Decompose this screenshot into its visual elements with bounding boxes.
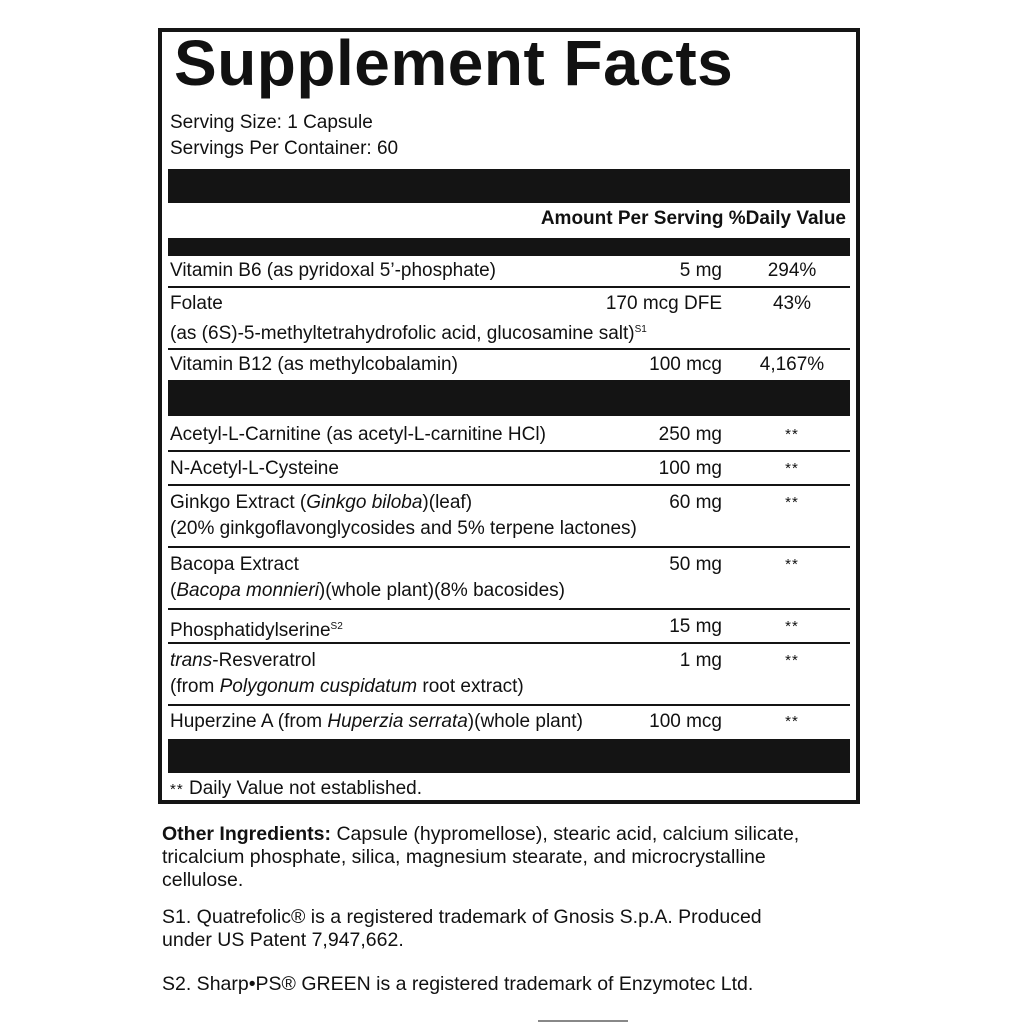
ingredient-amount: 100 mg xyxy=(658,458,722,479)
ingredient-name: Huperzine A (from Huperzia serrata)(whole plant) xyxy=(170,711,583,732)
daily-value-header: %Daily Value xyxy=(728,208,846,229)
row-divider xyxy=(168,704,850,706)
divider-bar xyxy=(168,380,850,416)
row-divider xyxy=(168,348,850,350)
ingredient-amount: 100 mcg xyxy=(649,354,722,375)
row-divider xyxy=(168,642,850,644)
divider-bar xyxy=(168,739,850,773)
other-ingredients-label: Other Ingredients: xyxy=(162,823,332,845)
ingredient-dv: 43% xyxy=(772,293,812,314)
row-divider xyxy=(168,286,850,288)
supplement-facts-panel xyxy=(158,28,860,804)
bottom-edge-line xyxy=(538,1020,628,1022)
servings-per-container: Servings Per Container: 60 xyxy=(170,138,399,159)
row-divider xyxy=(168,546,850,548)
ingredient-dv: ** xyxy=(785,618,799,635)
ingredient-name: Phosphatidylserine$^{S2}$ xyxy=(170,620,343,641)
ingredient-dv: ** xyxy=(785,652,799,669)
ingredient-name: trans-Resveratrol xyxy=(170,650,316,671)
ingredient-dv: ** xyxy=(785,713,799,730)
ingredient-amount: 170 mcg DFE xyxy=(605,293,722,314)
s1-footnote: S1. Quatrefolic® is a registered trademark of Gnosis S.p.A. Produced under US Patent 7,947,662. xyxy=(162,906,762,951)
ingredient-amount: 50 mg xyxy=(669,554,722,575)
ingredient-amount: 5 mg xyxy=(679,260,722,281)
ingredient-amount: 1 mg xyxy=(679,650,722,671)
ingredient-amount: 15 mg xyxy=(669,616,722,637)
ingredient-dv: ** xyxy=(785,556,799,573)
ingredient-name: Ginkgo Extract (Ginkgo biloba)(leaf) xyxy=(170,492,473,513)
serving-size: Serving Size: 1 Capsule xyxy=(170,112,373,133)
ingredient-name: Vitamin B12 (as methylcobalamin) xyxy=(170,354,458,375)
ingredient-name: Vitamin B6 (as pyridoxal 5’-phosphate) xyxy=(170,260,496,281)
ingredient-detail: (as (6S)-5-methyltetrahydrofolic acid, glucosamine salt)$^{S1}$ xyxy=(170,323,647,344)
column-header xyxy=(541,208,846,230)
s2-footnote: S2. Sharp•PS® GREEN is a registered trademark of Enzymotec Ltd. xyxy=(162,973,754,995)
other-ingredients: Other Ingredients: Capsule (hypromellose), stearic acid, calcium silicate, tricalcium phosphate, silica, magnesium stearate, and microcrystalline cellulose. xyxy=(162,823,800,891)
panel-title: Supplement Facts xyxy=(174,27,734,99)
ingredient-name: Bacopa Extract xyxy=(170,554,299,575)
row-divider xyxy=(168,450,850,452)
ingredient-name: Folate xyxy=(170,293,223,314)
ingredient-detail: (from Polygonum cuspidatum root extract) xyxy=(170,676,524,697)
ingredient-name: N-Acetyl-L-Cysteine xyxy=(170,458,339,479)
ingredient-detail: (Bacopa monnieri)(whole plant)(8% bacosides) xyxy=(170,580,565,601)
ingredient-detail: (20% ginkgoflavonglycosides and 5% terpene lactones) xyxy=(170,518,637,539)
divider-bar xyxy=(168,169,850,203)
row-divider xyxy=(168,484,850,486)
daily-value-footnote: ** Daily Value not established. xyxy=(170,778,423,799)
ingredient-dv: 294% xyxy=(767,260,817,281)
ingredient-dv: ** xyxy=(785,494,799,511)
ingredient-dv: ** xyxy=(785,460,799,477)
ingredient-amount: 250 mg xyxy=(658,424,722,445)
amount-per-serving-header: Amount Per Serving xyxy=(540,208,724,229)
row-divider xyxy=(168,608,850,610)
ingredient-amount: 100 mcg xyxy=(649,711,722,732)
ingredient-amount: 60 mg xyxy=(669,492,722,513)
ingredient-name: Acetyl-L-Carnitine (as acetyl-L-carnitine HCl) xyxy=(170,424,546,445)
ingredient-dv: ** xyxy=(785,426,799,443)
ingredient-dv: 4,167% xyxy=(759,354,825,375)
divider-bar xyxy=(168,238,850,256)
